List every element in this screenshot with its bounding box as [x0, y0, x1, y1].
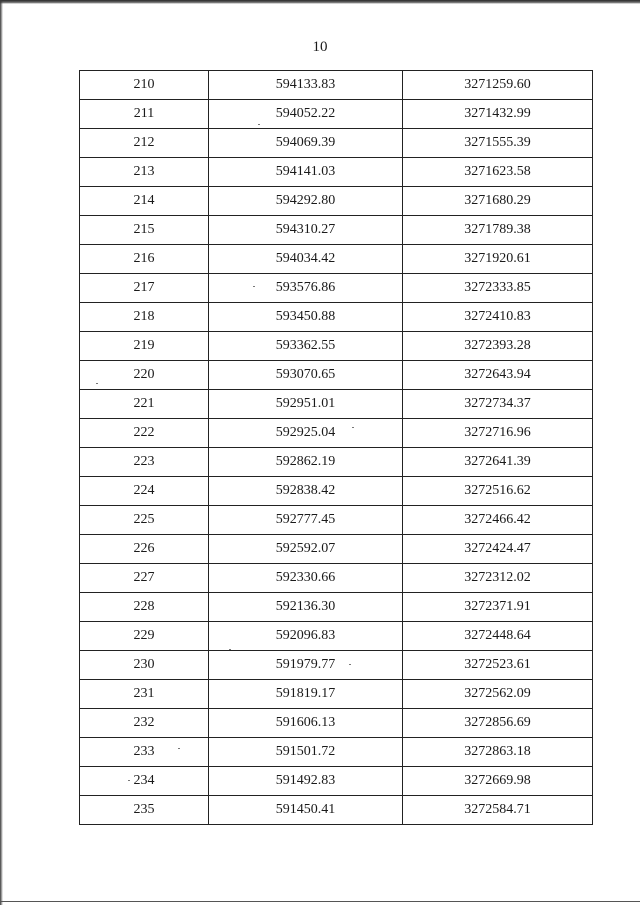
scan-speck	[178, 748, 180, 749]
point-number-cell: 231	[80, 680, 209, 709]
table-row	[80, 506, 593, 535]
table-row	[80, 245, 593, 274]
point-number-cell: 234	[80, 767, 209, 796]
point-number-cell: 224	[80, 477, 209, 506]
y-coordinate-cell: 3272516.62	[403, 477, 593, 506]
scan-edge-bottom	[0, 901, 640, 902]
point-number-cell: 220	[80, 361, 209, 390]
x-coordinate-cell: 591979.77	[209, 651, 403, 680]
x-coordinate-cell: 593362.55	[209, 332, 403, 361]
y-coordinate-cell: 3272863.18	[403, 738, 593, 767]
y-coordinate-cell: 3271259.60	[403, 71, 593, 100]
x-coordinate-cell: 592330.66	[209, 564, 403, 593]
table-row	[80, 564, 593, 593]
table-row	[80, 158, 593, 187]
y-coordinate-cell: 3272716.96	[403, 419, 593, 448]
point-number-cell: 213	[80, 158, 209, 187]
table-row	[80, 216, 593, 245]
point-number-cell: 218	[80, 303, 209, 332]
scan-speck	[253, 286, 255, 287]
point-number-cell: 222	[80, 419, 209, 448]
x-coordinate-cell: 593070.65	[209, 361, 403, 390]
x-coordinate-cell: 594133.83	[209, 71, 403, 100]
table-row	[80, 680, 593, 709]
table-row	[80, 738, 593, 767]
x-coordinate-cell: 592136.30	[209, 593, 403, 622]
y-coordinate-cell: 3272371.91	[403, 593, 593, 622]
table-row	[80, 593, 593, 622]
point-number-cell: 217	[80, 274, 209, 303]
point-number-cell: 229	[80, 622, 209, 651]
x-coordinate-cell: 594069.39	[209, 129, 403, 158]
point-number-cell: 225	[80, 506, 209, 535]
scan-edge-top	[0, 0, 640, 4]
table-row	[80, 477, 593, 506]
table-row	[80, 709, 593, 738]
x-coordinate-cell: 594052.22	[209, 100, 403, 129]
table-row	[80, 303, 593, 332]
x-coordinate-cell: 593576.86	[209, 274, 403, 303]
y-coordinate-cell: 3272393.28	[403, 332, 593, 361]
point-number-cell: 235	[80, 796, 209, 825]
y-coordinate-cell: 3272448.64	[403, 622, 593, 651]
y-coordinate-cell: 3272523.61	[403, 651, 593, 680]
y-coordinate-cell: 3272643.94	[403, 361, 593, 390]
y-coordinate-cell: 3272333.85	[403, 274, 593, 303]
point-number-cell: 211	[80, 100, 209, 129]
y-coordinate-cell: 3272410.83	[403, 303, 593, 332]
y-coordinate-cell: 3272424.47	[403, 535, 593, 564]
x-coordinate-cell: 592838.42	[209, 477, 403, 506]
y-coordinate-cell: 3272584.71	[403, 796, 593, 825]
table-row	[80, 651, 593, 680]
y-coordinate-cell: 3271789.38	[403, 216, 593, 245]
x-coordinate-cell: 594310.27	[209, 216, 403, 245]
scan-speck	[96, 383, 98, 384]
table-row	[80, 274, 593, 303]
point-number-cell: 215	[80, 216, 209, 245]
y-coordinate-cell: 3271920.61	[403, 245, 593, 274]
table-row	[80, 419, 593, 448]
y-coordinate-cell: 3271623.58	[403, 158, 593, 187]
y-coordinate-cell: 3272641.39	[403, 448, 593, 477]
point-number-cell: 212	[80, 129, 209, 158]
x-coordinate-cell: 594292.80	[209, 187, 403, 216]
x-coordinate-cell: 592951.01	[209, 390, 403, 419]
table-row	[80, 796, 593, 825]
point-number-cell: 223	[80, 448, 209, 477]
scan-edge-left	[0, 0, 3, 905]
table-row	[80, 390, 593, 419]
scan-speck	[352, 427, 354, 428]
point-number-cell: 226	[80, 535, 209, 564]
scan-speck	[258, 124, 260, 125]
table-row	[80, 361, 593, 390]
table-row	[80, 622, 593, 651]
point-number-cell: 219	[80, 332, 209, 361]
point-number-cell: 228	[80, 593, 209, 622]
y-coordinate-cell: 3272669.98	[403, 767, 593, 796]
x-coordinate-cell: 591606.13	[209, 709, 403, 738]
x-coordinate-cell: 592592.07	[209, 535, 403, 564]
page-number: 10	[312, 39, 328, 55]
point-number-cell: 230	[80, 651, 209, 680]
y-coordinate-cell: 3271432.99	[403, 100, 593, 129]
point-number-cell: 210	[80, 71, 209, 100]
coordinate-table	[79, 70, 593, 825]
x-coordinate-cell: 592862.19	[209, 448, 403, 477]
x-coordinate-cell: 594034.42	[209, 245, 403, 274]
x-coordinate-cell: 591819.17	[209, 680, 403, 709]
x-coordinate-cell: 591501.72	[209, 738, 403, 767]
point-number-cell: 233	[80, 738, 209, 767]
table-row	[80, 100, 593, 129]
point-number-cell: 216	[80, 245, 209, 274]
point-number-cell: 221	[80, 390, 209, 419]
table-row	[80, 767, 593, 796]
scan-speck	[229, 649, 231, 650]
x-coordinate-cell: 591492.83	[209, 767, 403, 796]
y-coordinate-cell: 3272312.02	[403, 564, 593, 593]
x-coordinate-cell: 592096.83	[209, 622, 403, 651]
point-number-cell: 227	[80, 564, 209, 593]
scan-speck	[349, 664, 351, 665]
x-coordinate-cell: 592777.45	[209, 506, 403, 535]
table-row	[80, 129, 593, 158]
y-coordinate-cell: 3271680.29	[403, 187, 593, 216]
table-row	[80, 187, 593, 216]
x-coordinate-cell: 592925.04	[209, 419, 403, 448]
point-number-cell: 214	[80, 187, 209, 216]
table-row	[80, 448, 593, 477]
x-coordinate-cell: 591450.41	[209, 796, 403, 825]
table-row	[80, 332, 593, 361]
y-coordinate-cell: 3272562.09	[403, 680, 593, 709]
x-coordinate-cell: 594141.03	[209, 158, 403, 187]
y-coordinate-cell: 3271555.39	[403, 129, 593, 158]
point-number-cell: 232	[80, 709, 209, 738]
x-coordinate-cell: 593450.88	[209, 303, 403, 332]
scan-speck	[128, 780, 130, 781]
y-coordinate-cell: 3272856.69	[403, 709, 593, 738]
coordinate-table-body	[80, 71, 593, 825]
table-row	[80, 535, 593, 564]
y-coordinate-cell: 3272734.37	[403, 390, 593, 419]
table-row	[80, 71, 593, 100]
y-coordinate-cell: 3272466.42	[403, 506, 593, 535]
